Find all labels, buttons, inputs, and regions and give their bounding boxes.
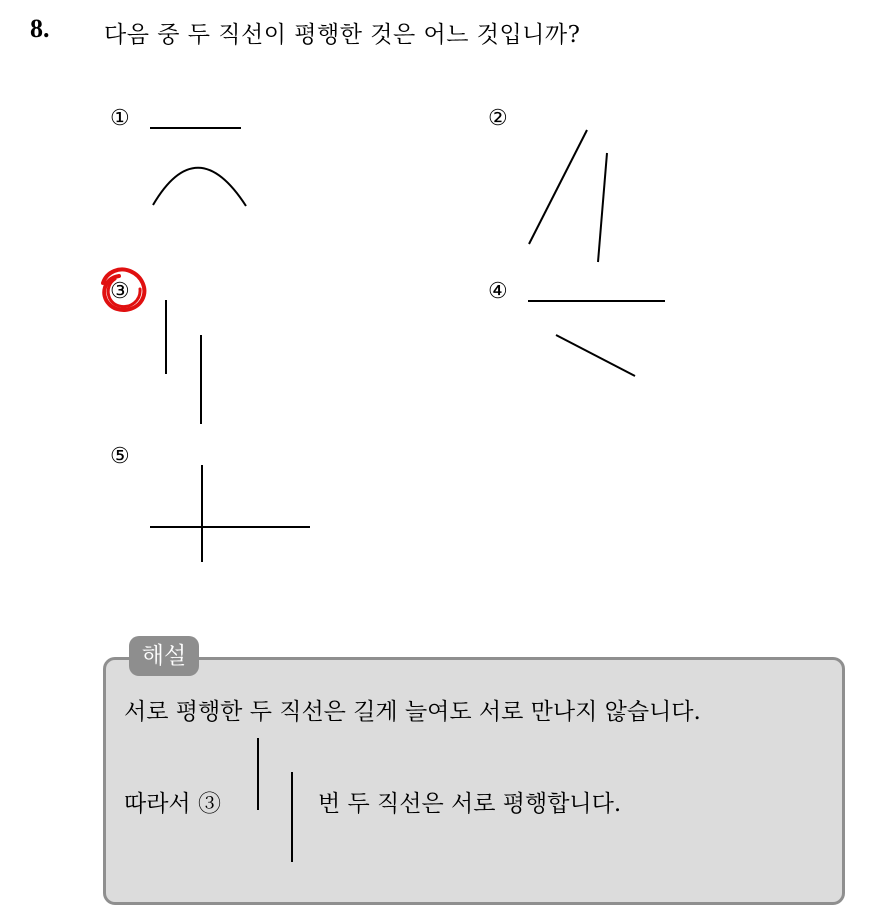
question-text: 다음 중 두 직선이 평행한 것은 어느 것입니까? (104, 22, 581, 48)
option-3-label[interactable]: ③ (110, 279, 130, 304)
explanation-line-1: 서로 평행한 두 직선은 길게 늘여도 서로 만나지 않습니다. (124, 699, 701, 725)
option-5-label[interactable]: ⑤ (110, 444, 130, 469)
option-4-label[interactable]: ④ (488, 279, 508, 304)
question-number: 8. (30, 14, 50, 43)
explanation-line-2-prefix: 따라서 ③ (124, 791, 221, 817)
option-2-label[interactable]: ② (488, 106, 508, 131)
explanation-tag: 해설 (129, 636, 199, 676)
option-1-label[interactable]: ① (110, 106, 130, 131)
explanation-line-2-suffix: 번 두 직선은 서로 평행합니다. (318, 791, 622, 817)
